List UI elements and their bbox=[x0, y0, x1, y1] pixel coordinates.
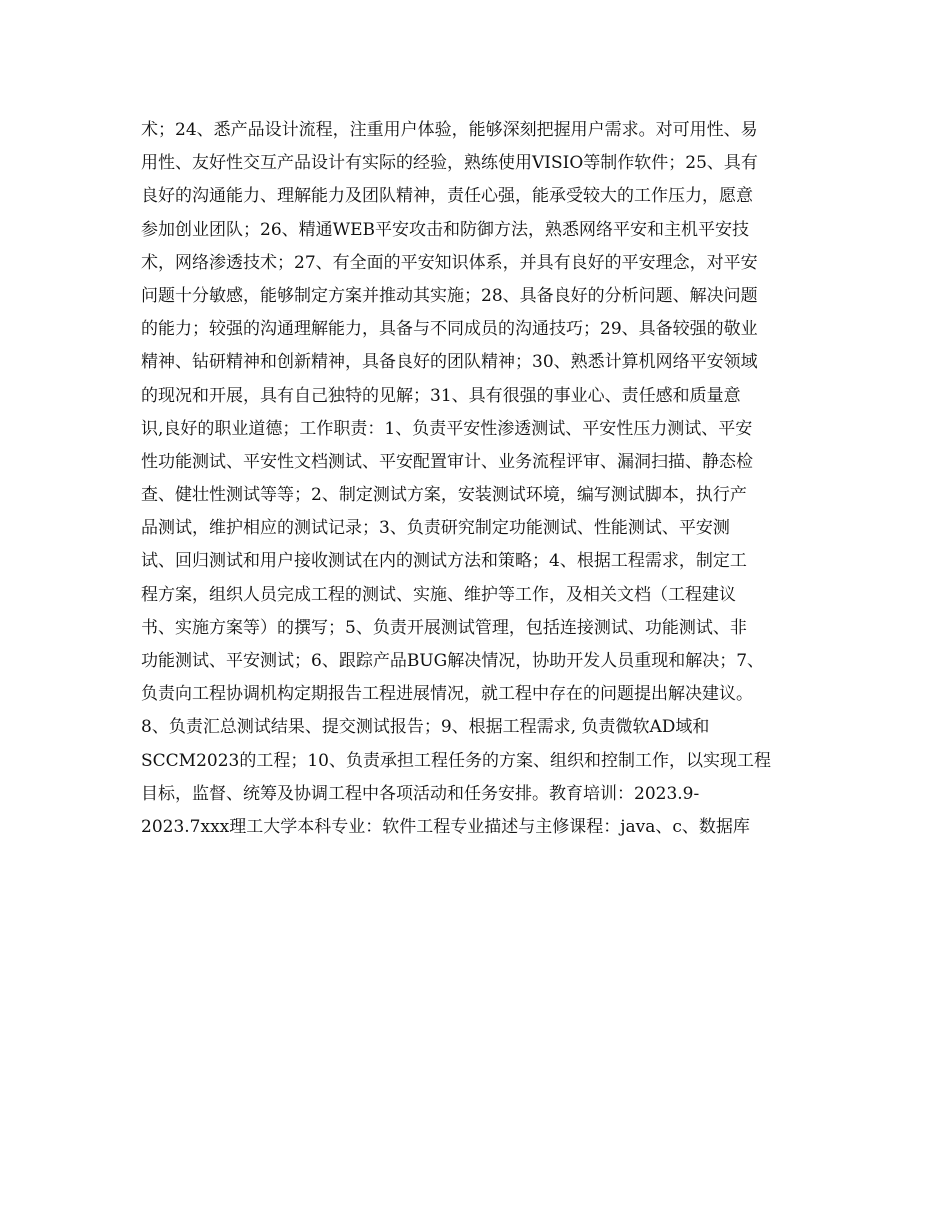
text-line-1: 术；24、悉产品设计流程，注重用户体验，能够深刻把握用户需求。对可用性、易 bbox=[141, 120, 758, 140]
text-line-12: 查、健壮性测试等等；2、制定测试方案，安装测试环境，编写测试脚本，执行产 bbox=[141, 485, 747, 506]
text-line-15: 程方案，组织人员完成工程的测试、实施、维护等工作，及相关文档（工程建议 bbox=[141, 584, 736, 605]
text-line-18: 负责向工程协调机构定期报告工程进展情况，就工程中存在的问题提出解决建议。 bbox=[141, 684, 753, 705]
text-line-11: 性功能测试、平安性文档测试、平安配置审计、业务流程评审、漏洞扫描、静态检 bbox=[141, 451, 753, 472]
text-line-8: 精神、钻研精神和创新精神，具备良好的团队精神；30、熟悉计算机网络平安领域 bbox=[141, 352, 758, 373]
text-line-16: 书、实施方案等）的撰写；5、负责开展测试管理，包括连接测试、功能测试、非 bbox=[141, 617, 747, 638]
text-line-5: 术，网络渗透技术；27、有全面的平安知识体系，并具有良好的平安理念，对平安 bbox=[141, 252, 758, 273]
text-line-21: 目标，监督、统筹及协调工程中各项活动和任务安排。教育培训：2023.9- bbox=[141, 783, 700, 804]
text-line-7: 的能力；较强的沟通理解能力，具备与不同成员的沟通技巧；29、具备较强的敬业 bbox=[141, 319, 758, 340]
text-line-2: 用性、友好性交互产品设计有实际的经验，熟练使用VISIO等制作软件；25、具有 bbox=[141, 153, 758, 174]
text-line-17: 功能测试、平安测试；6、跟踪产品BUG解决情况，协助开发人员重现和解决；7、 bbox=[141, 651, 765, 671]
text-line-22: 2023.7xxx理工大学本科专业：软件工程专业描述与主修课程：java、c、数据库 bbox=[141, 816, 750, 837]
text-line-3: 良好的沟通能力、理解能力及团队精神，责任心强，能承受较大的工作压力，愿意 bbox=[141, 186, 753, 207]
text-line-4: 参加创业团队；26、精通WEB平安攻击和防御方法，熟悉网络平安和主机平安技 bbox=[141, 219, 750, 240]
text-line-20: SCCM2023的工程；10、负责承担工程任务的方案、组织和控制工作，以实现工程 bbox=[141, 750, 771, 771]
text-line-13: 品测试，维护相应的测试记录；3、负责研究制定功能测试、性能测试、平安测 bbox=[141, 518, 730, 539]
text-line-6: 问题十分敏感，能够制定方案并推动其实施；28、具备良好的分析问题、解决问题 bbox=[141, 285, 758, 306]
text-line-19: 8、负责汇总测试结果、提交测试报告；9、根据工程需求, 负责微软AD域和 bbox=[141, 717, 710, 738]
text-line-10: 识,良好的职业道德；工作职责：1、负责平安性渗透测试、平安性压力测试、平安 bbox=[141, 418, 753, 439]
text-line-14: 试、回归测试和用户接收测试在内的测试方法和策略；4、根据工程需求，制定工 bbox=[141, 551, 747, 572]
text-line-9: 的现况和开展，具有自己独特的见解；31、具有很强的事业心、责任感和质量意 bbox=[141, 385, 741, 406]
body-text bbox=[141, 114, 821, 844]
